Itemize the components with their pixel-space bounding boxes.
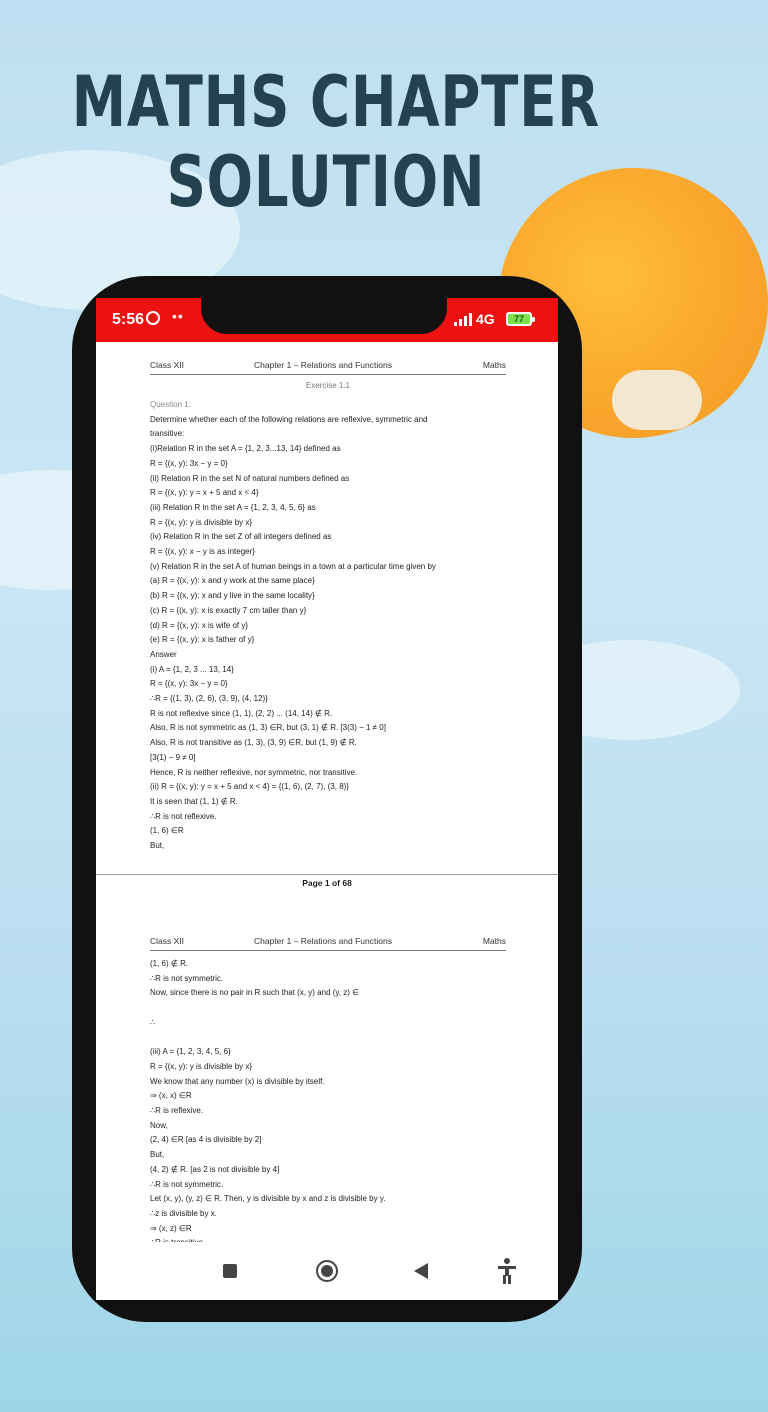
whatsapp-icon bbox=[146, 311, 160, 325]
text-line: Hence, R is neither reflexive, nor symmetric, nor transitive. bbox=[150, 767, 358, 777]
page-1-content bbox=[150, 398, 506, 854]
text-line: (4, 2) ∉ R. [as 2 is not divisible by 4] bbox=[150, 1164, 280, 1174]
page-2-content bbox=[150, 957, 506, 1251]
header-rule bbox=[150, 950, 506, 951]
page-header bbox=[150, 936, 506, 950]
text-line: ∴R is not reflexive. bbox=[150, 811, 217, 821]
text-line: Let (x, y), (y, z) ∈ R. Then, y is divisible by x and z is divisible by y. bbox=[150, 1194, 386, 1204]
phone-screen bbox=[96, 298, 558, 1300]
text-line: (iv) Relation R in the set Z of all integers defined as bbox=[150, 532, 332, 542]
signal-icon bbox=[454, 312, 472, 326]
text-line: Determine whether each of the following relations are reflexive, symmetric and bbox=[150, 414, 428, 424]
camera-notch bbox=[201, 298, 447, 334]
text-line: Also, R is not transitive as (1, 3), (3, 9) ∈R, but (1, 9) ∉ R. bbox=[150, 738, 357, 748]
text-line: R is not reflexive since (1, 1), (2, 2) ... (14, 14) ∉ R. bbox=[150, 708, 333, 718]
home-circle-icon[interactable] bbox=[316, 1260, 338, 1282]
text-line: ∴R is not symmetric. bbox=[150, 1179, 224, 1189]
text-line: (ii) Relation R in the set N of natural numbers defined as bbox=[150, 473, 350, 483]
text-line: Question 1: bbox=[150, 400, 191, 409]
text-line: ⇒ (x, z) ∈R bbox=[150, 1223, 192, 1233]
text-line: R = {(x, y): x − y is as integer} bbox=[150, 547, 255, 557]
text-line: (c) R = {(x, y): x is exactly 7 cm taller than y} bbox=[150, 605, 307, 615]
exercise-title: Exercise 1.1 bbox=[305, 381, 351, 390]
text-line: (i)Relation R in the set A = {1, 2, 3...13, 14} defined as bbox=[150, 444, 341, 454]
header-rule bbox=[150, 374, 506, 375]
text-line: (iii) Relation R in the set A = {1, 2, 3, 4, 5, 6} as bbox=[150, 502, 316, 512]
text-line: R = {(x, y): 3x − y = 0} bbox=[150, 679, 228, 689]
text-line: R = {(x, y): y is divisible by x} bbox=[150, 517, 253, 527]
page-separator bbox=[96, 874, 558, 875]
hero-title-line-1: MATHS CHAPTER bbox=[71, 61, 601, 143]
notification-dots-icon: •• bbox=[172, 308, 184, 324]
text-line: (1, 6) ∈R bbox=[150, 826, 184, 836]
text-line: R = {(x, y): y is divisible by x} bbox=[150, 1061, 253, 1071]
text-line: But, bbox=[150, 841, 165, 851]
text-line: (2, 4) ∈R [as 4 is divisible by 2] bbox=[150, 1135, 262, 1145]
navigation-bar bbox=[96, 1242, 558, 1300]
status-time: 5:56 bbox=[112, 311, 145, 328]
text-line: (1, 6) ∉ R. bbox=[150, 959, 189, 968]
header-class: Class XII bbox=[150, 360, 185, 370]
text-line: Now, since there is no pair in R such that (x, y) and (y, z) ∈ bbox=[150, 988, 360, 998]
pdf-viewer[interactable] bbox=[96, 342, 558, 1242]
text-line: ∴z is divisible by x. bbox=[150, 1208, 217, 1218]
header-class: Class XII bbox=[150, 936, 185, 946]
text-line: (b) R = {(x, y): x and y live in the same locality} bbox=[150, 591, 315, 601]
text-line: [3(1) − 9 ≠ 0] bbox=[150, 752, 196, 762]
text-line: It is seen that (1, 1) ∉ R. bbox=[150, 796, 238, 806]
text-line: Now, bbox=[150, 1120, 168, 1130]
hero-title bbox=[71, 61, 601, 223]
text-line: ∴ bbox=[150, 1017, 156, 1027]
text-line bbox=[150, 1001, 506, 1016]
network-type: 4G bbox=[476, 311, 495, 327]
text-line: (ii) R = {(x, y): y = x + 5 and x < 4} = {(1, 6), (2, 7), (3, 8)} bbox=[150, 782, 349, 792]
text-line: ∴R = {(1, 3), (2, 6), (3, 9), (4, 12)} bbox=[150, 694, 268, 704]
text-line: R = {(x, y): 3x − y = 0} bbox=[150, 458, 228, 468]
text-line: We know that any number (x) is divisible by itself. bbox=[150, 1076, 325, 1086]
header-subject: Maths bbox=[482, 360, 506, 370]
pdf-page-1 bbox=[150, 360, 506, 854]
text-line: (v) Relation R in the set A of human beings in a town at a particular time given by bbox=[150, 561, 436, 571]
battery-icon: 77 bbox=[506, 312, 532, 326]
text-line: ∴R is not symmetric. bbox=[150, 973, 224, 983]
text-line: (i) A = {1, 2, 3 ... 13, 14} bbox=[150, 664, 234, 674]
text-line: ∴R is reflexive. bbox=[150, 1106, 204, 1116]
sun-cloud-decoration bbox=[612, 370, 702, 430]
header-chapter: Chapter 1 – Relations and Functions bbox=[254, 936, 392, 946]
header-chapter: Chapter 1 – Relations and Functions bbox=[254, 360, 392, 370]
header-subject: Maths bbox=[482, 936, 506, 946]
text-line: ⇒ (x, x) ∈R bbox=[150, 1091, 192, 1101]
page-header bbox=[150, 360, 506, 374]
text-line: transitive: bbox=[150, 429, 185, 439]
hero-title-line-2: SOLUTION bbox=[166, 141, 486, 223]
text-line: R = {(x, y): y = x + 5 and x < 4} bbox=[150, 488, 259, 498]
text-line: (d) R = {(x, y): x is wife of y} bbox=[150, 620, 249, 630]
text-line bbox=[150, 1031, 506, 1046]
accessibility-icon[interactable] bbox=[498, 1258, 516, 1284]
text-line: Answer bbox=[150, 649, 177, 659]
page-number-label: Page 1 of 68 bbox=[302, 878, 352, 888]
text-line: (a) R = {(x, y): x and y work at the same place} bbox=[150, 576, 315, 586]
text-line: Also, R is not symmetric as (1, 3) ∈R, but (3, 1) ∉ R. [3(3) − 1 ≠ 0] bbox=[150, 723, 386, 733]
back-triangle-icon[interactable] bbox=[414, 1263, 428, 1279]
pdf-page-2 bbox=[150, 936, 506, 1251]
recents-square-icon[interactable] bbox=[223, 1264, 237, 1278]
text-line: (e) R = {(x, y): x is father of y} bbox=[150, 635, 255, 645]
text-line: (iii) A = {1, 2, 3, 4, 5, 6} bbox=[150, 1047, 231, 1057]
text-line: But, bbox=[150, 1150, 165, 1160]
